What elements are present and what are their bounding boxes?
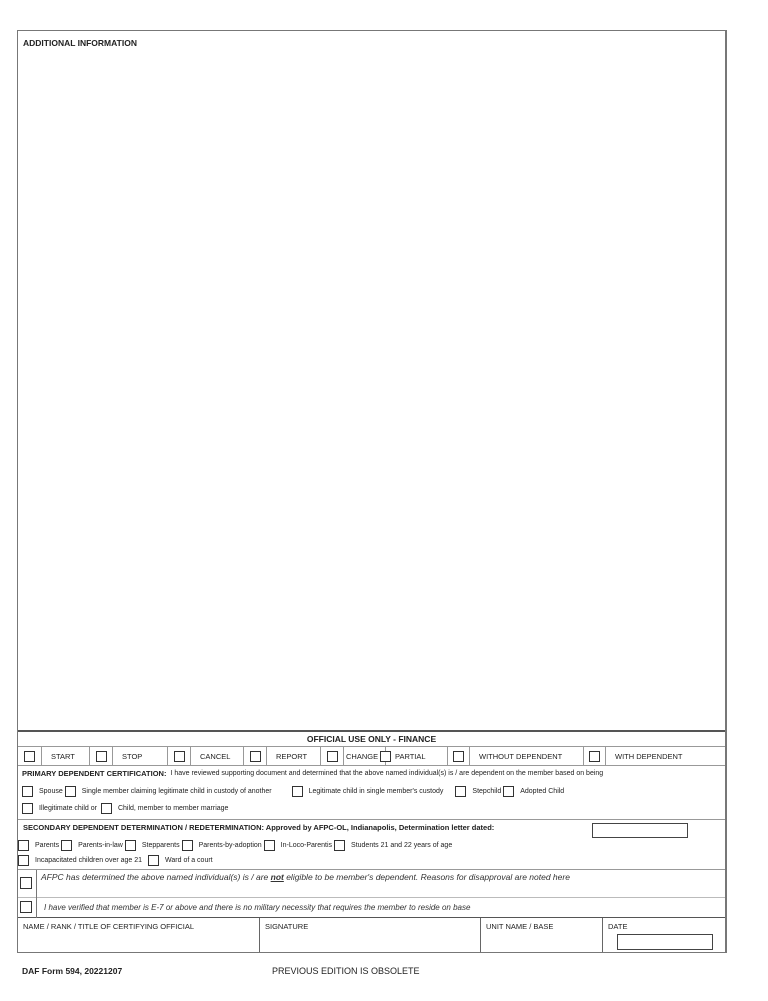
with-dependent-label: WITH DEPENDENT	[615, 751, 683, 761]
secondary-determination-heading: SECONDARY DEPENDENT DETERMINATION / REDETERMINATION: Approved by AFPC-OL, Indianapolis, Determination letter dated:	[23, 823, 495, 832]
parents-by-adoption-label: Parents-by-adoption	[198, 842, 262, 849]
in-loco-parentis-label: In-Loco-Parentis	[280, 842, 333, 849]
legitimate-child-single-custody-label: Legitimate child in single member's custody	[308, 788, 444, 795]
parents-in-law-checkbox[interactable]	[61, 840, 72, 851]
unit-name-base-field[interactable]	[481, 918, 603, 952]
secondary-heading-line	[23, 823, 494, 832]
certifying-official-label: NAME / RANK / TITLE OF CERTIFYING OFFICIAL	[23, 922, 194, 931]
cancel-checkbox-cell[interactable]	[168, 747, 191, 765]
change-cell	[344, 747, 386, 765]
partial-checkbox[interactable]	[453, 751, 464, 762]
signature-label: SIGNATURE	[265, 922, 309, 931]
illegitimate-child-checkbox[interactable]	[22, 803, 33, 814]
students-21-22-checkbox[interactable]	[334, 840, 345, 851]
single-member-legitimate-child-checkbox[interactable]	[65, 786, 76, 797]
ward-of-court-label: Ward of a court	[165, 857, 213, 864]
signature-block	[18, 918, 725, 952]
spouse-label: Spouse	[39, 788, 63, 795]
secondary-options-line-2	[18, 855, 219, 866]
students-21-22-label: Students 21 and 22 years of age	[351, 842, 453, 849]
ward-of-court-checkbox[interactable]	[148, 855, 159, 866]
stop-checkbox-cell[interactable]	[90, 747, 113, 765]
not-eligible-divider	[36, 870, 37, 898]
dependency-form	[17, 30, 727, 953]
stepparents-checkbox[interactable]	[125, 840, 136, 851]
change-label: CHANGE	[346, 751, 379, 761]
child-member-marriage-checkbox[interactable]	[101, 803, 112, 814]
not-eligible-text-after: eligible to be member's dependent. Reasons for disapproval are noted here	[283, 872, 570, 882]
without-dependent-label: WITHOUT DEPENDENT	[470, 747, 584, 765]
partial-checkbox-cell[interactable]	[448, 747, 470, 765]
without-dependent-checkbox[interactable]	[589, 751, 600, 762]
adopted-child-checkbox[interactable]	[503, 786, 514, 797]
date-cell	[603, 918, 725, 952]
signature-field[interactable]	[260, 918, 481, 952]
secondary-options-line-1	[18, 840, 458, 851]
e7-verification-section	[18, 898, 725, 918]
report-checkbox[interactable]	[250, 751, 261, 762]
incapacitated-children-checkbox[interactable]	[18, 855, 29, 866]
date-input[interactable]	[617, 934, 713, 950]
change-checkbox-cell[interactable]	[321, 747, 344, 765]
primary-certification-heading: PRIMARY DEPENDENT CERTIFICATION:	[22, 769, 167, 778]
start-label: START	[42, 747, 90, 765]
finance-actions-row	[18, 747, 725, 766]
form-identifier: DAF Form 594, 20221207	[22, 966, 123, 976]
single-member-legitimate-child-label: Single member claiming legitimate child in custody of another	[81, 788, 272, 795]
adopted-child-label: Adopted Child	[520, 788, 565, 795]
start-checkbox[interactable]	[24, 751, 35, 762]
additional-information-section[interactable]	[18, 31, 725, 731]
incapacitated-children-label: Incapacitated children over age 21	[35, 857, 143, 864]
partial-label: PARTIAL	[386, 747, 448, 765]
e7-verification-text: I have verified that member is E-7 or above and there is no military necessity that requires the member to reside on base	[44, 903, 471, 912]
report-checkbox-cell[interactable]	[244, 747, 267, 765]
in-loco-parentis-checkbox[interactable]	[264, 840, 275, 851]
spouse-checkbox[interactable]	[22, 786, 33, 797]
stepchild-label: Stepchild	[472, 788, 502, 795]
not-eligible-section	[18, 870, 725, 898]
primary-certification-statement: I have reviewed supporting document and determined that the above named individual(s) is / are dependent on the member based on being	[170, 770, 604, 777]
primary-options-line-2	[22, 803, 234, 814]
stepparents-label: Stepparents	[141, 842, 180, 849]
cancel-label: CANCEL	[191, 747, 244, 765]
determination-letter-date-input[interactable]	[592, 823, 688, 838]
unit-name-base-label: UNIT NAME / BASE	[486, 922, 554, 931]
stepchild-checkbox[interactable]	[455, 786, 466, 797]
e7-verification-checkbox[interactable]	[20, 901, 32, 913]
legitimate-child-single-custody-checkbox[interactable]	[292, 786, 303, 797]
parents-label: Parents	[35, 842, 60, 849]
certifying-official-field[interactable]	[18, 918, 260, 952]
not-eligible-text-before: AFPC has determined the above named individual(s) is / are	[41, 872, 271, 882]
cancel-checkbox[interactable]	[174, 751, 185, 762]
secondary-determination-section	[18, 820, 725, 870]
illegitimate-child-label: Illegitimate child or	[39, 805, 97, 812]
primary-options-line-1	[22, 786, 570, 797]
child-member-marriage-label: Child, member to member marriage	[117, 805, 229, 812]
change-checkbox[interactable]	[327, 751, 338, 762]
edition-notice: PREVIOUS EDITION IS OBSOLETE	[272, 966, 420, 976]
official-use-title: OFFICIAL USE ONLY - FINANCE	[18, 731, 725, 747]
without-dependent-checkbox-cell[interactable]	[584, 747, 606, 765]
parents-in-law-label: Parents-in-law	[78, 842, 123, 849]
parents-by-adoption-checkbox[interactable]	[182, 840, 193, 851]
not-eligible-text	[41, 872, 570, 882]
not-eligible-checkbox[interactable]	[20, 877, 32, 889]
date-label: DATE	[608, 922, 628, 931]
additional-information-title: ADDITIONAL INFORMATION	[23, 38, 137, 48]
stop-checkbox[interactable]	[96, 751, 107, 762]
primary-certification-section	[18, 766, 725, 820]
stop-label: STOP	[113, 747, 168, 765]
e7-divider	[36, 898, 37, 918]
report-label: REPORT	[267, 747, 321, 765]
not-emphasis: not	[270, 872, 284, 882]
primary-certification-heading-line	[22, 769, 603, 778]
start-checkbox-cell[interactable]	[18, 747, 42, 765]
parents-checkbox[interactable]	[18, 840, 29, 851]
